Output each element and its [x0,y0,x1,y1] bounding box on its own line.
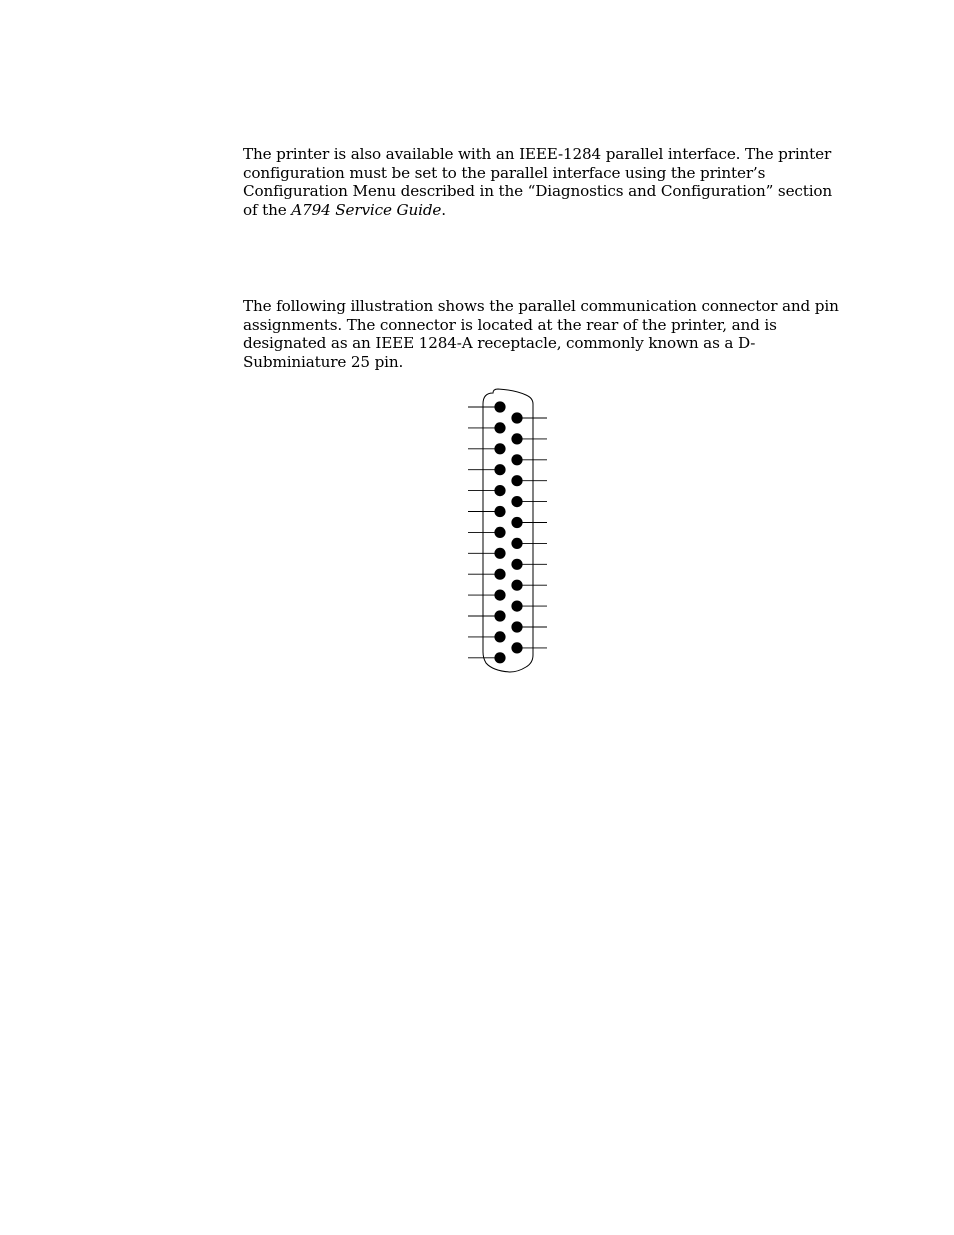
pin-23 [511,601,522,612]
pin-12 [494,631,505,642]
pin-4 [494,464,505,475]
db25-connector-diagram [460,385,560,680]
connector-description-paragraph: The following illustration shows the parallel communication connector and pin assignments. The connector is located at the rear of the printer, and is designated as an IEEE 1284-A receptacle, commonly known as a D-Subminiature 25 pin. [243,297,839,371]
pin-19 [511,517,522,528]
pin-6 [494,506,505,517]
pin-5 [494,485,505,496]
intro-text: The printer is also available with an IEEE-1284 parallel interface. The printer configuration must be set to the parallel interface using the printer’s Configuration Menu described in the “Diagnostics and Configuration” section of the [243,145,833,219]
pin-16 [511,454,522,465]
service-guide-title: A794 Service Guide [291,200,442,219]
pin-13 [494,652,505,663]
pin-1 [494,401,505,412]
pin-22 [511,580,522,591]
pin-18 [511,496,522,507]
pin-20 [511,538,522,549]
pin-9 [494,569,505,580]
pin-15 [511,433,522,444]
pin-3 [494,443,505,454]
intro-paragraph [243,145,843,219]
connector-pin-row-1 [468,401,506,663]
pin-2 [494,422,505,433]
intro-text-end: . [441,200,446,219]
pin-7 [494,527,505,538]
pin-24 [511,621,522,632]
pin-14 [511,412,522,423]
connector-shell-outline [483,389,533,672]
connector-pin-row-2 [511,412,547,653]
pin-8 [494,548,505,559]
pin-21 [511,559,522,570]
pin-10 [494,590,505,601]
pin-17 [511,475,522,486]
pin-25 [511,642,522,653]
pin-11 [494,610,505,621]
